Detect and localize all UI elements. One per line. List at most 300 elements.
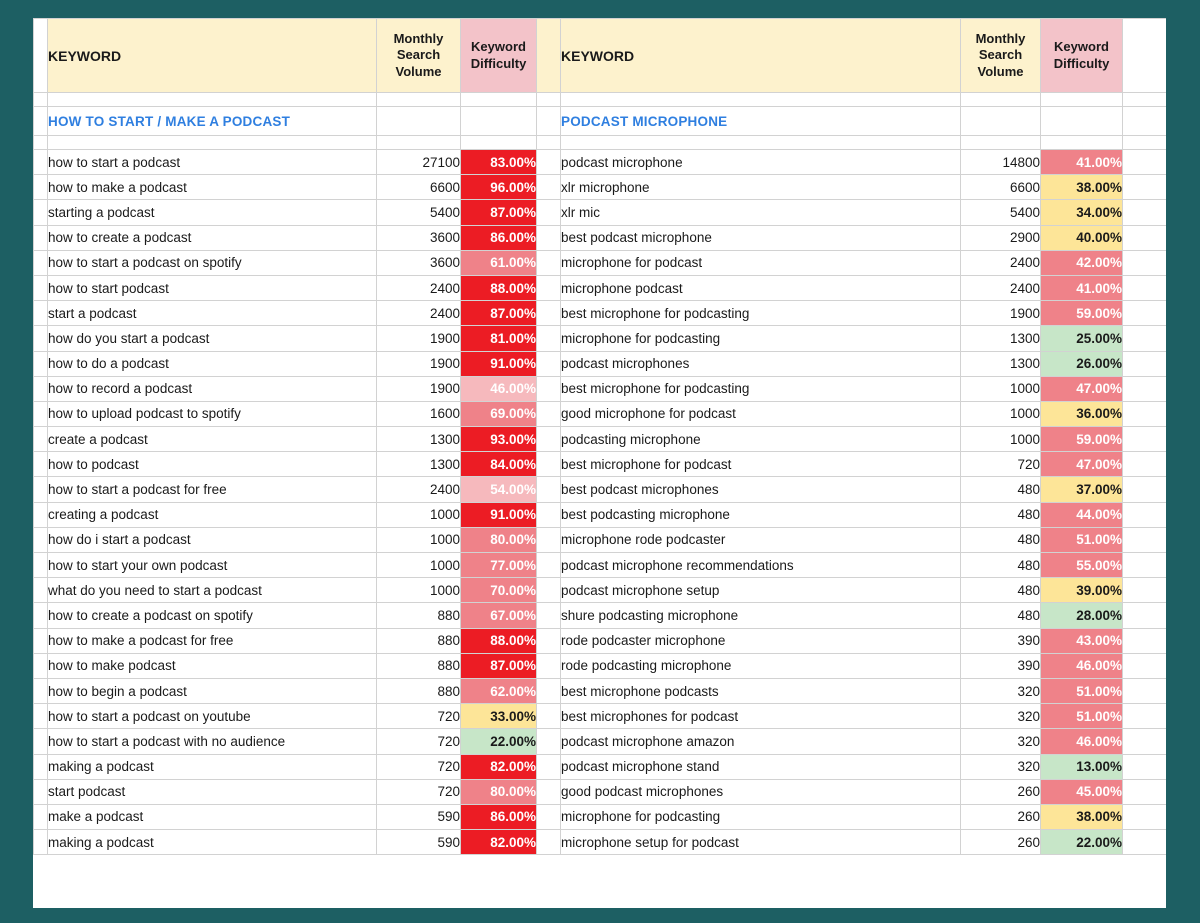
table-row[interactable] <box>34 704 1167 729</box>
keyword-cell: good podcast microphones <box>561 779 961 804</box>
volume-cell: 1000 <box>377 502 461 527</box>
row-gutter <box>34 301 48 326</box>
keyword-cell: how to create a podcast <box>48 225 377 250</box>
table-row[interactable] <box>34 477 1167 502</box>
column-gap <box>537 527 561 552</box>
volume-cell: 3600 <box>377 250 461 275</box>
difficulty-cell: 34.00% <box>1041 200 1123 225</box>
difficulty-cell: 82.00% <box>461 754 537 779</box>
row-tail <box>1123 401 1167 426</box>
volume-cell: 320 <box>961 729 1041 754</box>
volume-cell: 2400 <box>377 275 461 300</box>
keyword-cell: what do you need to start a podcast <box>48 578 377 603</box>
volume-cell: 720 <box>377 779 461 804</box>
volume-cell: 720 <box>961 452 1041 477</box>
empty-cell <box>48 136 377 150</box>
volume-cell: 1900 <box>377 351 461 376</box>
row-gutter <box>34 704 48 729</box>
volume-header-line2: Search <box>978 47 1023 63</box>
volume-cell: 2900 <box>961 225 1041 250</box>
row-tail <box>1123 175 1167 200</box>
row-gutter <box>34 175 48 200</box>
volume-cell: 260 <box>961 830 1041 855</box>
volume-cell: 5400 <box>377 200 461 225</box>
empty-cell <box>34 136 48 150</box>
row-gutter <box>34 401 48 426</box>
table-row[interactable] <box>34 175 1167 200</box>
difficulty-cell: 22.00% <box>1041 830 1123 855</box>
volume-cell: 2400 <box>377 301 461 326</box>
keyword-research-table[interactable] <box>33 18 1166 855</box>
table-row[interactable] <box>34 200 1167 225</box>
volume-cell: 480 <box>961 553 1041 578</box>
volume-cell: 390 <box>961 653 1041 678</box>
empty-cell <box>1041 93 1123 107</box>
keyword-cell: how do i start a podcast <box>48 527 377 552</box>
row-tail <box>1123 351 1167 376</box>
difficulty-cell: 25.00% <box>1041 326 1123 351</box>
row-gutter <box>34 250 48 275</box>
keyword-cell: podcasting microphone <box>561 427 961 452</box>
difficulty-cell: 37.00% <box>1041 477 1123 502</box>
difficulty-cell: 67.00% <box>461 603 537 628</box>
table-row[interactable] <box>34 301 1167 326</box>
keyword-cell: microphone rode podcaster <box>561 527 961 552</box>
volume-cell: 480 <box>961 578 1041 603</box>
row-tail <box>1123 628 1167 653</box>
table-row[interactable] <box>34 628 1167 653</box>
keyword-cell: rode podcaster microphone <box>561 628 961 653</box>
column-gap <box>537 150 561 175</box>
difficulty-cell: 43.00% <box>1041 628 1123 653</box>
difficulty-cell: 87.00% <box>461 301 537 326</box>
volume-cell: 27100 <box>377 150 461 175</box>
empty-cell <box>1041 107 1123 136</box>
row-tail <box>1123 804 1167 829</box>
difficulty-cell: 87.00% <box>461 653 537 678</box>
keyword-cell: how to do a podcast <box>48 351 377 376</box>
row-tail <box>1123 754 1167 779</box>
keyword-cell: best microphone for podcasting <box>561 301 961 326</box>
table-row[interactable] <box>34 578 1167 603</box>
difficulty-cell: 26.00% <box>1041 351 1123 376</box>
difficulty-cell: 77.00% <box>461 553 537 578</box>
table-row[interactable] <box>34 729 1167 754</box>
empty-cell <box>1123 93 1167 107</box>
volume-cell: 880 <box>377 653 461 678</box>
table-row[interactable] <box>34 427 1167 452</box>
volume-cell: 3600 <box>377 225 461 250</box>
difficulty-cell: 55.00% <box>1041 553 1123 578</box>
difficulty-cell: 38.00% <box>1041 804 1123 829</box>
row-gutter <box>34 376 48 401</box>
empty-cell <box>461 93 537 107</box>
table-row[interactable] <box>34 150 1167 175</box>
row-tail <box>1123 477 1167 502</box>
difficulty-cell: 51.00% <box>1041 704 1123 729</box>
empty-cell <box>1041 136 1123 150</box>
volume-cell: 1300 <box>961 351 1041 376</box>
row-tail <box>1123 553 1167 578</box>
volume-cell: 390 <box>961 628 1041 653</box>
volume-cell: 6600 <box>377 175 461 200</box>
empty-cell <box>461 107 537 136</box>
difficulty-cell: 86.00% <box>461 804 537 829</box>
table-row[interactable] <box>34 678 1167 703</box>
table-row[interactable] <box>34 452 1167 477</box>
empty-cell <box>961 107 1041 136</box>
keyword-cell: how to start a podcast <box>48 150 377 175</box>
row-tail <box>1123 704 1167 729</box>
keyword-cell: rode podcasting microphone <box>561 653 961 678</box>
keyword-cell: create a podcast <box>48 427 377 452</box>
column-gap <box>537 401 561 426</box>
row-tail <box>1123 200 1167 225</box>
empty-cell <box>461 136 537 150</box>
volume-header-line3: Volume <box>395 63 442 79</box>
difficulty-cell: 46.00% <box>1041 653 1123 678</box>
spreadsheet-canvas[interactable] <box>33 18 1166 908</box>
column-gap <box>537 502 561 527</box>
column-header-keyword-left: KEYWORD <box>48 19 377 93</box>
column-gap <box>537 830 561 855</box>
section-title-row <box>34 107 1167 136</box>
table-row[interactable] <box>34 502 1167 527</box>
keyword-cell: best podcast microphones <box>561 477 961 502</box>
difficulty-cell: 33.00% <box>461 704 537 729</box>
row-tail <box>1123 527 1167 552</box>
keyword-cell: best podcast microphone <box>561 225 961 250</box>
table-row[interactable] <box>34 351 1167 376</box>
volume-header-line1: Monthly <box>393 31 444 47</box>
row-gutter <box>34 527 48 552</box>
row-gutter <box>34 477 48 502</box>
keyword-cell: podcast microphone <box>561 150 961 175</box>
column-gap <box>537 250 561 275</box>
empty-cell <box>48 93 377 107</box>
keyword-cell: how to start a podcast for free <box>48 477 377 502</box>
keyword-cell: podcast microphones <box>561 351 961 376</box>
volume-cell: 590 <box>377 804 461 829</box>
column-gap <box>537 326 561 351</box>
row-tail <box>1123 603 1167 628</box>
volume-header-line2: Search <box>396 47 441 63</box>
column-gap <box>537 351 561 376</box>
volume-cell: 1900 <box>377 376 461 401</box>
volume-cell: 720 <box>377 754 461 779</box>
row-gutter <box>34 729 48 754</box>
row-tail <box>1123 678 1167 703</box>
difficulty-cell: 69.00% <box>461 401 537 426</box>
volume-cell: 720 <box>377 729 461 754</box>
row-tail <box>1123 326 1167 351</box>
column-gap <box>537 678 561 703</box>
table-row[interactable] <box>34 754 1167 779</box>
keyword-cell: podcast microphone amazon <box>561 729 961 754</box>
difficulty-cell: 47.00% <box>1041 452 1123 477</box>
volume-cell: 880 <box>377 603 461 628</box>
column-gap <box>537 107 561 136</box>
empty-cell <box>961 93 1041 107</box>
row-gutter <box>34 578 48 603</box>
volume-cell: 1000 <box>377 553 461 578</box>
volume-cell: 480 <box>961 502 1041 527</box>
difficulty-header-line2: Difficulty <box>470 55 527 71</box>
row-gutter <box>34 830 48 855</box>
volume-cell: 320 <box>961 754 1041 779</box>
keyword-cell: how to make a podcast <box>48 175 377 200</box>
keyword-cell: xlr mic <box>561 200 961 225</box>
row-gutter <box>34 628 48 653</box>
table-row[interactable] <box>34 376 1167 401</box>
volume-cell: 1900 <box>377 326 461 351</box>
section-title-left: HOW TO START / MAKE A PODCAST <box>48 107 377 136</box>
keyword-cell: how to start a podcast on spotify <box>48 250 377 275</box>
table-row[interactable] <box>34 804 1167 829</box>
volume-cell: 590 <box>377 830 461 855</box>
keyword-cell: how to create a podcast on spotify <box>48 603 377 628</box>
row-gutter <box>34 603 48 628</box>
row-gutter <box>34 107 48 136</box>
column-gap <box>537 275 561 300</box>
table-row[interactable] <box>34 225 1167 250</box>
keyword-cell: microphone podcast <box>561 275 961 300</box>
table-row[interactable] <box>34 779 1167 804</box>
row-gutter <box>34 804 48 829</box>
column-header-keyword-right: KEYWORD <box>561 19 961 93</box>
spacer-row <box>34 136 1167 150</box>
column-gap <box>537 754 561 779</box>
column-gap <box>537 729 561 754</box>
difficulty-cell: 42.00% <box>1041 250 1123 275</box>
empty-cell <box>561 136 961 150</box>
difficulty-cell: 88.00% <box>461 628 537 653</box>
row-tail <box>1123 578 1167 603</box>
volume-cell: 1300 <box>377 427 461 452</box>
column-gap <box>537 628 561 653</box>
empty-cell <box>377 93 461 107</box>
volume-cell: 260 <box>961 804 1041 829</box>
row-tail <box>1123 653 1167 678</box>
keyword-cell: start a podcast <box>48 301 377 326</box>
keyword-cell: how to record a podcast <box>48 376 377 401</box>
keyword-cell: how to begin a podcast <box>48 678 377 703</box>
column-gap <box>537 704 561 729</box>
column-header-difficulty-left <box>461 19 537 93</box>
column-gap <box>537 477 561 502</box>
row-gutter <box>34 351 48 376</box>
difficulty-cell: 62.00% <box>461 678 537 703</box>
volume-cell: 1000 <box>961 376 1041 401</box>
table-row[interactable] <box>34 830 1167 855</box>
difficulty-cell: 51.00% <box>1041 678 1123 703</box>
row-gutter <box>34 653 48 678</box>
column-gap <box>537 200 561 225</box>
empty-cell <box>34 93 48 107</box>
difficulty-cell: 80.00% <box>461 527 537 552</box>
column-header-difficulty-right <box>1041 19 1123 93</box>
row-tail <box>1123 301 1167 326</box>
difficulty-cell: 87.00% <box>461 200 537 225</box>
table-row[interactable] <box>34 553 1167 578</box>
column-gap <box>537 225 561 250</box>
difficulty-cell: 96.00% <box>461 175 537 200</box>
difficulty-header-line2: Difficulty <box>1053 55 1110 71</box>
row-gutter <box>34 553 48 578</box>
volume-cell: 720 <box>377 704 461 729</box>
difficulty-cell: 46.00% <box>1041 729 1123 754</box>
volume-cell: 6600 <box>961 175 1041 200</box>
keyword-cell: how to start your own podcast <box>48 553 377 578</box>
row-tail <box>1123 729 1167 754</box>
row-gutter <box>34 225 48 250</box>
difficulty-cell: 59.00% <box>1041 301 1123 326</box>
difficulty-cell: 59.00% <box>1041 427 1123 452</box>
keyword-cell: xlr microphone <box>561 175 961 200</box>
keyword-cell: how to start a podcast with no audience <box>48 729 377 754</box>
empty-cell <box>377 107 461 136</box>
column-gap <box>537 578 561 603</box>
difficulty-cell: 45.00% <box>1041 779 1123 804</box>
difficulty-cell: 70.00% <box>461 578 537 603</box>
keyword-cell: podcast microphone recommendations <box>561 553 961 578</box>
row-tail <box>1123 250 1167 275</box>
table-row[interactable] <box>34 603 1167 628</box>
keyword-cell: creating a podcast <box>48 502 377 527</box>
keyword-cell: how to make podcast <box>48 653 377 678</box>
difficulty-cell: 81.00% <box>461 326 537 351</box>
volume-cell: 260 <box>961 779 1041 804</box>
volume-header-line3: Volume <box>977 63 1024 79</box>
table-row[interactable] <box>34 527 1167 552</box>
keyword-cell: podcast microphone stand <box>561 754 961 779</box>
difficulty-cell: 36.00% <box>1041 401 1123 426</box>
section-title-right: PODCAST MICROPHONE <box>561 107 961 136</box>
row-tail <box>1123 427 1167 452</box>
row-tail <box>1123 225 1167 250</box>
row-tail <box>1123 502 1167 527</box>
column-header-volume-left <box>377 19 461 93</box>
row-gutter <box>34 150 48 175</box>
column-gap <box>537 427 561 452</box>
column-gap <box>537 804 561 829</box>
column-gap <box>537 653 561 678</box>
row-gutter <box>34 275 48 300</box>
difficulty-cell: 54.00% <box>461 477 537 502</box>
difficulty-cell: 88.00% <box>461 275 537 300</box>
difficulty-cell: 13.00% <box>1041 754 1123 779</box>
table-row[interactable] <box>34 401 1167 426</box>
row-gutter <box>34 502 48 527</box>
empty-cell <box>561 93 961 107</box>
column-gap <box>537 301 561 326</box>
keyword-cell: how to upload podcast to spotify <box>48 401 377 426</box>
keyword-cell: start podcast <box>48 779 377 804</box>
volume-cell: 480 <box>961 477 1041 502</box>
volume-cell: 1000 <box>961 401 1041 426</box>
volume-cell: 2400 <box>961 275 1041 300</box>
empty-cell <box>961 136 1041 150</box>
keyword-cell: podcast microphone setup <box>561 578 961 603</box>
keyword-cell: starting a podcast <box>48 200 377 225</box>
difficulty-cell: 44.00% <box>1041 502 1123 527</box>
keyword-cell: making a podcast <box>48 754 377 779</box>
row-tail <box>1123 150 1167 175</box>
keyword-cell: good microphone for podcast <box>561 401 961 426</box>
difficulty-cell: 83.00% <box>461 150 537 175</box>
row-tail <box>1123 376 1167 401</box>
header-gap <box>537 19 561 93</box>
column-gap <box>537 376 561 401</box>
volume-header-line1: Monthly <box>975 31 1026 47</box>
volume-cell: 1300 <box>961 326 1041 351</box>
keyword-cell: make a podcast <box>48 804 377 829</box>
empty-cell <box>537 136 561 150</box>
difficulty-cell: 40.00% <box>1041 225 1123 250</box>
column-header-volume-right <box>961 19 1041 93</box>
row-gutter <box>34 678 48 703</box>
keyword-cell: making a podcast <box>48 830 377 855</box>
difficulty-cell: 84.00% <box>461 452 537 477</box>
volume-cell: 5400 <box>961 200 1041 225</box>
empty-cell <box>1123 136 1167 150</box>
keyword-cell: how to start a podcast on youtube <box>48 704 377 729</box>
difficulty-cell: 41.00% <box>1041 275 1123 300</box>
row-tail <box>1123 452 1167 477</box>
row-gutter <box>34 326 48 351</box>
table-row[interactable] <box>34 250 1167 275</box>
volume-cell: 1600 <box>377 401 461 426</box>
column-gap <box>537 175 561 200</box>
difficulty-cell: 38.00% <box>1041 175 1123 200</box>
volume-cell: 320 <box>961 704 1041 729</box>
table-row[interactable] <box>34 326 1167 351</box>
volume-cell: 1900 <box>961 301 1041 326</box>
keyword-cell: how do you start a podcast <box>48 326 377 351</box>
volume-cell: 880 <box>377 628 461 653</box>
difficulty-cell: 91.00% <box>461 502 537 527</box>
column-gap <box>537 779 561 804</box>
keyword-cell: best microphone podcasts <box>561 678 961 703</box>
volume-cell: 480 <box>961 603 1041 628</box>
volume-cell: 14800 <box>961 150 1041 175</box>
difficulty-header-line1: Keyword <box>471 39 526 55</box>
row-gutter <box>34 200 48 225</box>
row-gutter <box>34 19 48 93</box>
difficulty-cell: 91.00% <box>461 351 537 376</box>
spacer-row <box>34 93 1167 107</box>
row-gutter <box>34 779 48 804</box>
difficulty-cell: 47.00% <box>1041 376 1123 401</box>
empty-cell <box>377 136 461 150</box>
row-tail <box>1123 830 1167 855</box>
row-tail <box>1123 275 1167 300</box>
volume-cell: 2400 <box>961 250 1041 275</box>
volume-cell: 480 <box>961 527 1041 552</box>
column-gap <box>537 603 561 628</box>
volume-cell: 320 <box>961 678 1041 703</box>
keyword-cell: microphone for podcast <box>561 250 961 275</box>
keyword-cell: best microphones for podcast <box>561 704 961 729</box>
volume-cell: 880 <box>377 678 461 703</box>
volume-cell: 1000 <box>377 578 461 603</box>
column-gap <box>537 553 561 578</box>
row-gutter <box>34 754 48 779</box>
table-row[interactable] <box>34 275 1167 300</box>
table-row[interactable] <box>34 653 1167 678</box>
keyword-cell: best microphone for podcasting <box>561 376 961 401</box>
difficulty-cell: 41.00% <box>1041 150 1123 175</box>
